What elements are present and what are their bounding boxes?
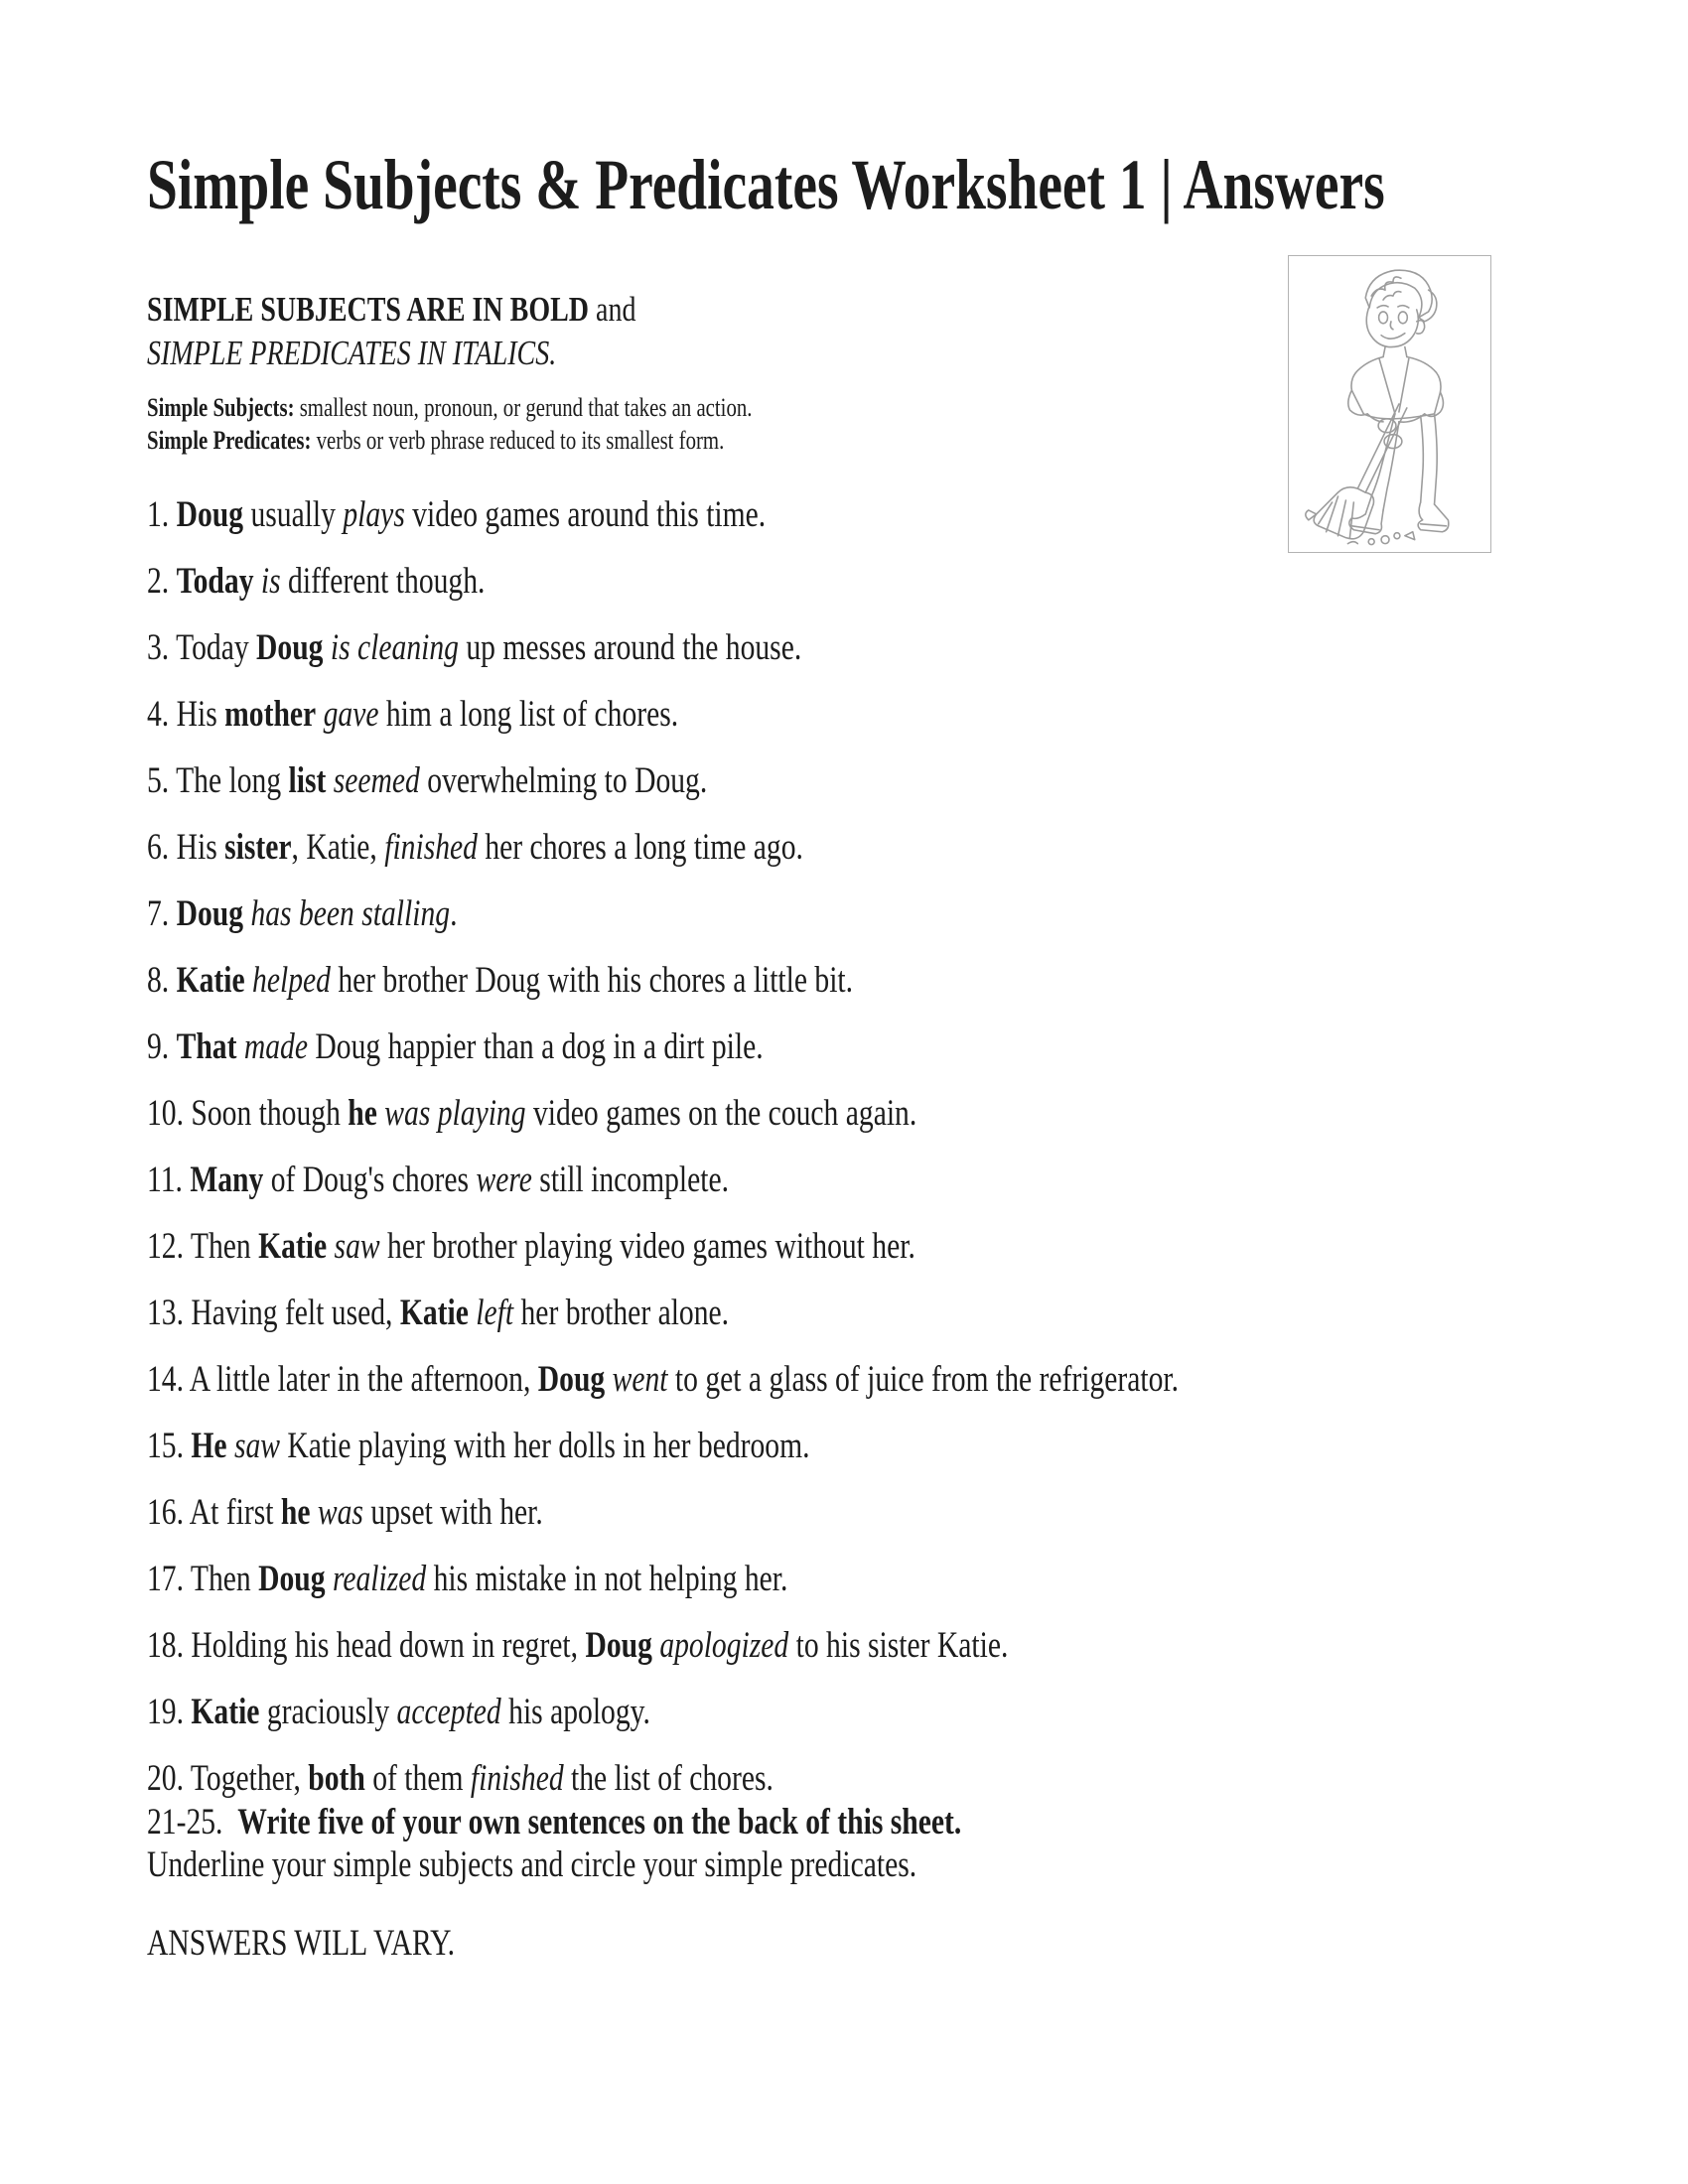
sentence-item: 11. Many of Doug's chores were still incomplete. [147,1160,730,1200]
sentence-number: 14. [147,1359,190,1400]
sentence-number: 12. [147,1226,191,1267]
sentence-number: 11. [147,1160,191,1200]
answers-will-vary-note [147,1920,532,1968]
sentence-number: 9. [147,1026,177,1067]
underline-instruction-line [147,1842,1109,1889]
page-title [147,145,1688,224]
answers-note-text: ANSWERS WILL VARY. [147,1923,456,1964]
sentence-item: 1. Doug usually plays video games around this time. [147,494,767,535]
sentence-number: 6. [147,827,177,868]
sentence-number: 19. [147,1692,192,1732]
sentence-item: 18. Holding his head down in regret, Doug apologized to his sister Katie. [147,1625,1009,1666]
sentence-item: 4. His mother gave him a long list of chores. [147,694,679,735]
sentence-item: 14. A little later in the afternoon, Doug went to get a glass of juice from the refrigerator. [147,1359,1180,1400]
sentence-number: 15. [147,1426,192,1466]
sentence-item: 3. Today Doug is cleaning up messes around the house. [147,627,802,668]
sentence-item: 9. That made Doug happier than a dog in a dirt pile. [147,1026,764,1067]
sentence-number: 17. [147,1559,191,1599]
range-label: 21-25. [147,1802,238,1843]
sentence-item: 8. Katie helped her brother Doug with his chores a little bit. [147,960,854,1001]
sentence-item: 12. Then Katie saw her brother playing video games without her. [147,1226,915,1267]
bold-instruction-text: SIMPLE SUBJECTS ARE IN BOLD [147,290,590,329]
sentence-number: 16. [147,1492,190,1533]
sentence-item: 13. Having felt used, Katie left her brother alone. [147,1293,730,1333]
sentence-number: 1. [147,494,177,535]
sentence-item: 16. At first he was upset with her. [147,1492,543,1533]
sentence-number: 20. [147,1758,191,1799]
definition-label: Simple Predicates: [147,426,312,455]
sentence-number: 10. [147,1093,192,1134]
sentence-item: 20. Together, both of them finished the list of chores. [147,1758,774,1799]
sentence-number: 13. [147,1293,192,1333]
sentence-item: 5. The long list seemed overwhelming to Doug. [147,760,708,801]
sentence-item: 7. Doug has been stalling. [147,893,458,934]
sentence-item: 6. His sister, Katie, finished her chores a long time ago. [147,827,803,868]
italic-predicates-instruction [147,332,904,375]
sentence-item: 19. Katie graciously accepted his apology. [147,1692,650,1732]
definition-label: Simple Subjects: [147,393,295,422]
definition-simple-predicates [147,424,904,457]
sentence-number: 2. [147,561,177,602]
sentence-item: 10. Soon though he was playing video games on the couch again. [147,1093,917,1134]
italic-instruction-text: SIMPLE PREDICATES IN ITALICS. [147,334,557,372]
sentence-item: 2. Today is different though. [147,561,486,602]
sentence-number: 18. [147,1625,192,1666]
sentence-number: 5. [147,760,177,801]
underline-instruction-text: Underline your simple subjects and circle your simple predicates. [147,1844,917,1885]
page-title-text: Simple Subjects & Predicates Worksheet 1 | Answers [147,145,1385,224]
sentence-number: 8. [147,960,177,1001]
sentence-number: 3. [147,627,177,668]
instructions-block [147,288,904,457]
sentence-item: 17. Then Doug realized his mistake in not helping her. [147,1559,788,1599]
bold-instruction-rest: and [589,290,636,329]
write-instruction-text: Write five of your own sentences on the back of this sheet. [237,1802,962,1843]
definition-text: verbs or verb phrase reduced to its smallest form. [311,426,725,455]
sentence-number: 4. [147,694,177,735]
definition-text: smallest noun, pronoun, or gerund that takes an action. [294,393,753,422]
write-own-sentences-line [147,1799,1165,1846]
answer-sentence-list [147,490,1437,1821]
sentence-number: 7. [147,893,177,934]
definition-simple-subjects [147,391,904,424]
sentence-item: 15. He saw Katie playing with her dolls in her bedroom. [147,1426,810,1466]
bold-subjects-instruction [147,288,904,332]
